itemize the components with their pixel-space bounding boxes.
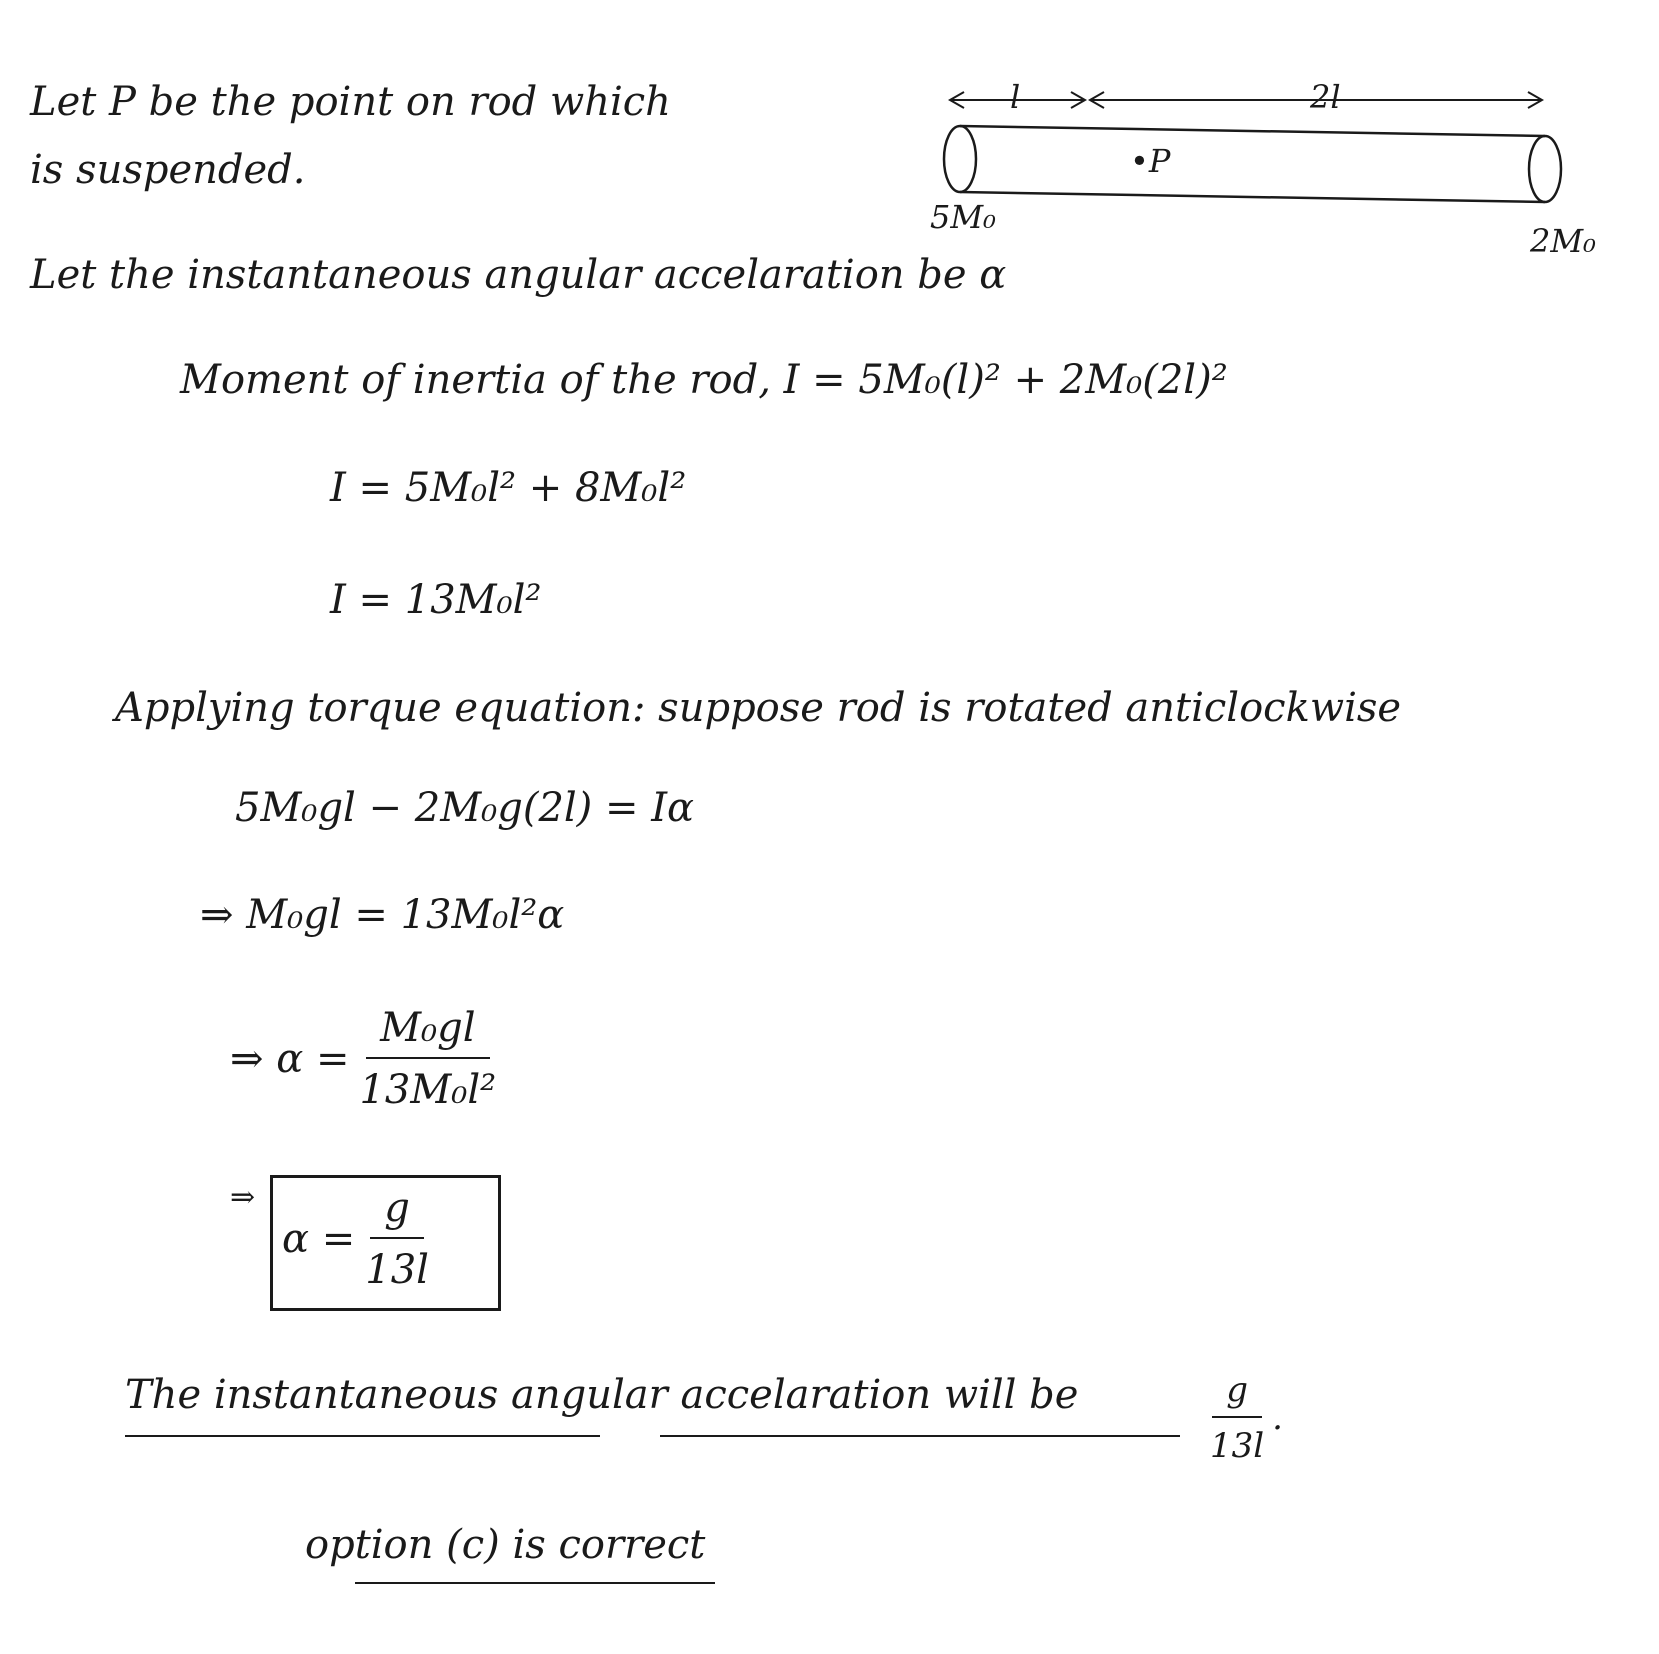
torque-equation-1: 5M₀gl − 2M₀g(2l) = Iα <box>235 785 695 831</box>
inertia-step-2: I = 13M₀l² <box>330 577 542 623</box>
conclusion-underline-2 <box>660 1435 1180 1437</box>
conclusion-period: . <box>1272 1398 1283 1438</box>
assumption-text: Let the instantaneous angular accelaration be α <box>30 252 1007 298</box>
alpha-fraction-prefix: ⇒ α = <box>230 1036 350 1082</box>
conclusion-fraction <box>1200 1370 1283 1466</box>
boxed-result-lhs: α = <box>282 1216 356 1262</box>
option-text: option (c) is correct <box>305 1522 706 1568</box>
left-mass-label: 5M₀ <box>930 198 996 236</box>
torque-equation-2: ⇒ M₀gl = 13M₀l²α <box>200 892 565 938</box>
boxed-result <box>282 1185 429 1293</box>
rod-body <box>944 126 1561 202</box>
inertia-intro: Moment of inertia of the rod, I = 5M₀(l)² + 2M₀(2l)² <box>180 357 1228 403</box>
dimension-arrows <box>950 92 1542 108</box>
boxed-result-denominator: 13l <box>365 1247 429 1293</box>
alpha-fraction-numerator: M₀gl <box>366 1005 489 1059</box>
conclusion-text: The instantaneous angular accelaration will be <box>125 1372 1079 1418</box>
option-underline <box>355 1582 715 1584</box>
right-length-label: 2l <box>1310 80 1341 116</box>
boxed-result-numerator: g <box>370 1185 424 1239</box>
intro-line-1: Let P be the point on rod which <box>30 79 671 125</box>
left-length-label: l <box>1010 80 1021 116</box>
right-mass-label: 2M₀ <box>1530 222 1596 260</box>
conclusion-fraction-numerator: g <box>1212 1370 1262 1418</box>
torque-intro: Applying torque equation: suppose rod is rotated anticlockwise <box>115 685 1402 731</box>
rod-diagram <box>930 80 1630 280</box>
boxed-result-arrow: ⇒ <box>230 1180 256 1215</box>
inertia-step-1: I = 5M₀l² + 8M₀l² <box>330 465 687 511</box>
alpha-fraction-denominator: 13M₀l² <box>359 1067 497 1113</box>
boxed-result-row <box>230 1180 255 1215</box>
alpha-fraction <box>230 1005 496 1113</box>
point-p-label: •P <box>1130 142 1171 180</box>
conclusion-fraction-denominator: 13l <box>1210 1426 1265 1466</box>
intro-line-2: is suspended. <box>30 147 306 193</box>
conclusion-underline-1 <box>125 1435 600 1437</box>
